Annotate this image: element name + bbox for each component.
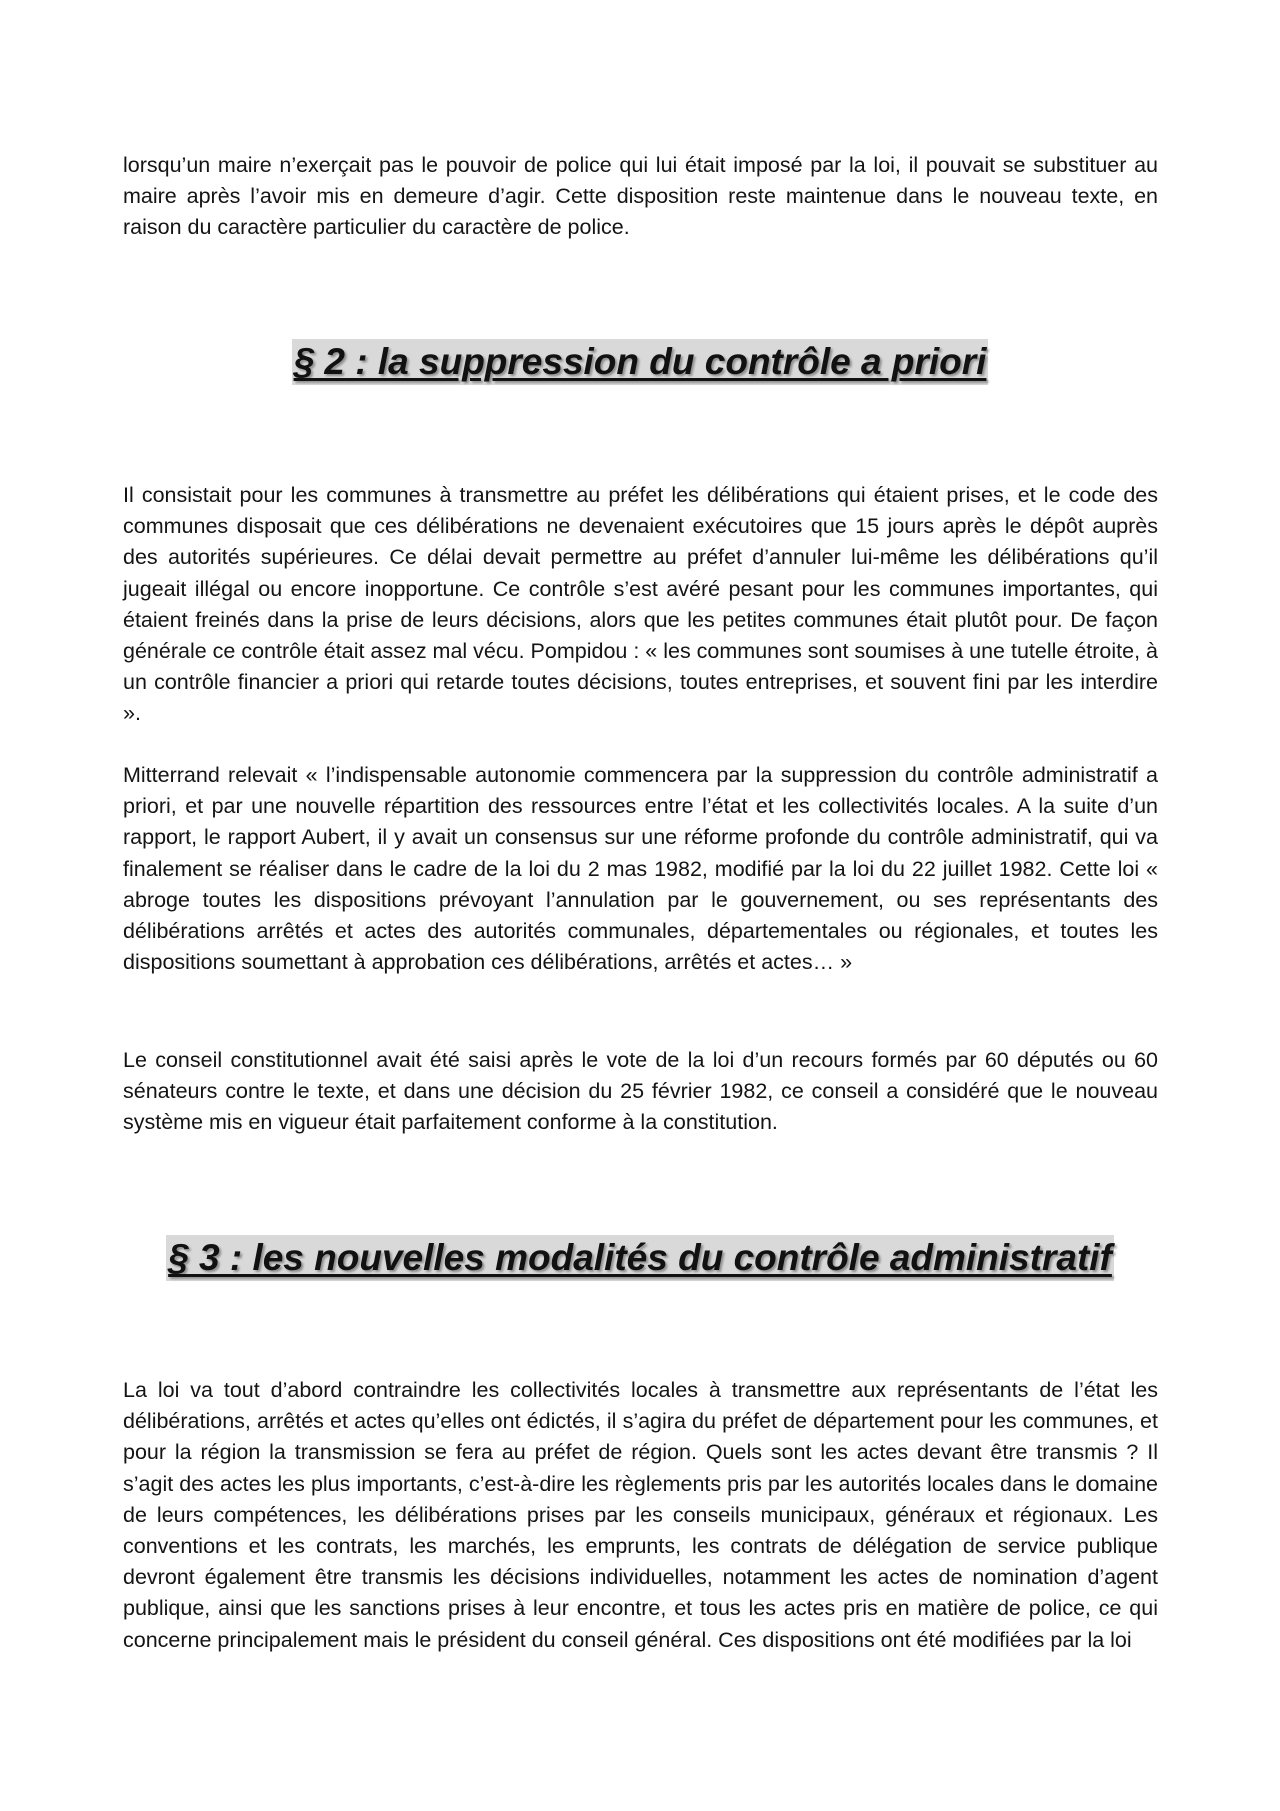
section-3-paragraph-1: La loi va tout d’abord contraindre les collectivités locales à transmettre aux représentants de l’état les délibérations, arrêtés et actes qu’elles ont édictés, il s’agira du préfet de département pour les communes, et pour la région la transmission se fera au préfet de région. Quels sont les actes devant être transmis ? Il s’agit des actes les plus importants, c’est-à-dire les règlements pris par les autorités locales dans le domaine de leurs compétences, les délibérations prises par les conseils municipaux, généraux et régionaux. Les conventions et les contrats, les marchés, les emprunts, les contrats de délégation de service publique devront également être transmis les décisions individuelles, notamment les actes de nomination d’agent publique, ainsi que les sanctions prises à leur encontre, et tous les actes pris en matière de police, ce qui concerne principalement mais le président du conseil général. Ces dispositions ont été modifiées par la loi <box>123 1378 1158 1652</box>
section-2-paragraph-2: Mitterrand relevait « l’indispensable autonomie commencera par la suppression du contrôle administratif a priori, et par une nouvelle répartition des ressources entre l’état et les collectivités locales. A la suite d’un rapport, le rapport Aubert, il y avait un consensus sur une réforme profonde du contrôle administratif, qui va finalement se réaliser dans le cadre de la loi du 2 mas 1982, modifié par la loi du 22 juillet 1982. Cette loi « abroge toutes les dispositions prévoyant l’annulation par le gouvernement, ou ses représentants des délibérations arrêtés et actes des autorités communales, départementales ou régionales, et toutes les dispositions soumettant à approbation ces délibérations, arrêtés et actes… » <box>123 763 1158 975</box>
section-2-heading: § 2 : la suppression du contrôle a priori <box>292 339 989 385</box>
section-3-heading-container <box>0 1235 1280 1281</box>
intro-paragraph: lorsqu’un maire n’exerçait pas le pouvoir de police qui lui était imposé par la loi, il pouvait se substituer au maire après l’avoir mis en demeure d’agir. Cette disposition reste maintenue dans le nouveau texte, en raison du caractère particulier du caractère de police. <box>123 153 1158 240</box>
section-2-heading-container <box>0 339 1280 385</box>
section-3-heading: § 3 : les nouvelles modalités du contrôle administratif <box>166 1235 1114 1281</box>
section-2-paragraph-1: Il consistait pour les communes à transmettre au préfet les délibérations qui étaient prises, et le code des communes disposait que ces délibérations ne devenaient exécutoires que 15 jours après le dépôt auprès des autorités supérieures. Ce délai devait permettre au préfet d’annuler lui-même les délibérations qu’il jugeait illégal ou encore inopportune. Ce contrôle s’est avéré pesant pour les communes importantes, qui étaient freinés dans la prise de leurs décisions, alors que les petites communes était plutôt pour. De façon générale ce contrôle était assez mal vécu. Pompidou : « les communes sont soumises à une tutelle étroite, à un contrôle financier a priori qui retarde toutes décisions, toutes entreprises, et souvent fini par les interdire ». <box>123 483 1158 726</box>
section-2-paragraph-3: Le conseil constitutionnel avait été saisi après le vote de la loi d’un recours formés par 60 députés ou 60 sénateurs contre le texte, et dans une décision du 25 février 1982, ce conseil a considéré que le nouveau système mis en vigueur était parfaitement conforme à la constitution. <box>123 1048 1158 1135</box>
